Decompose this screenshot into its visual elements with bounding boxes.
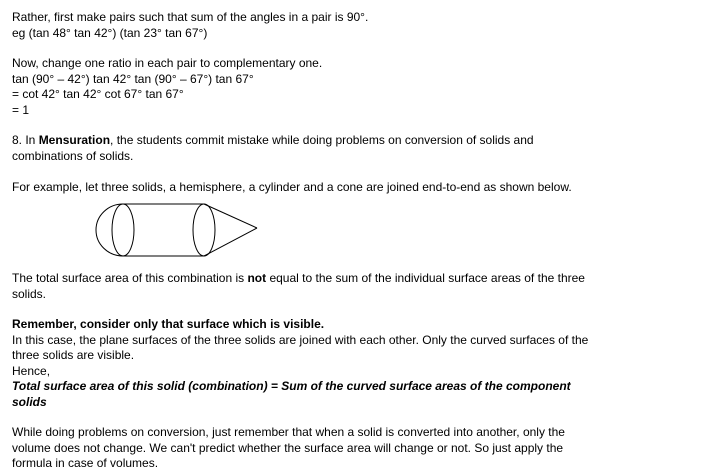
conversion-line-2: volume does not change. We can't predict whether the surface area will change or not. So just apply the xyxy=(12,440,564,455)
cylinder-left-face xyxy=(112,204,134,256)
paragraph-complementary xyxy=(12,56,692,118)
mensuration-line-2: combinations of solids. xyxy=(12,148,134,163)
paragraph-remember xyxy=(12,317,692,410)
surface-area-line-2: solids. xyxy=(12,286,47,301)
remember-line-2: In this case, the plane surfaces of the three solids are joined with each other. Only the curved surfaces of the xyxy=(12,332,589,347)
mensuration-keyword: Mensuration xyxy=(38,133,111,147)
equation-step-1: tan (90° – 42°) tan 42° tan (90° – 67°) tan 67° xyxy=(12,71,254,86)
remember-heading: Remember, consider only that surface which is visible. xyxy=(12,317,325,331)
cone-lower-slant xyxy=(204,228,257,256)
remember-hence: Hence, xyxy=(12,363,51,378)
remember-line-3: three solids are visible. xyxy=(12,348,135,362)
mensuration-prefix: 8. In xyxy=(12,133,39,147)
formula-line-2: solids xyxy=(12,394,47,409)
pairs-example-text: eg (tan 48° tan 42°) (tan 23° tan 67°) xyxy=(12,25,208,40)
surface-area-line-1-rest: equal to the sum of the individual surface areas of the three xyxy=(266,271,585,285)
mensuration-line-1-rest: , the students commit mistake while doing problems on conversion of solids and xyxy=(110,133,534,147)
paragraph-pairs-rule xyxy=(12,10,692,41)
pairs-rule-text: Rather, first make pairs such that sum of the angles in a pair is 90°. xyxy=(12,10,369,24)
paragraph-example xyxy=(12,180,692,196)
complementary-instruction: Now, change one ratio in each pair to complementary one. xyxy=(12,56,323,70)
surface-area-prefix: The total surface area of this combination is xyxy=(12,271,248,285)
mensuration-line-1 xyxy=(12,133,692,149)
equation-result: = 1 xyxy=(12,102,30,117)
cylinder-right-face xyxy=(193,204,215,256)
paragraph-conversion xyxy=(12,425,692,472)
surface-area-line-1 xyxy=(12,271,692,287)
conversion-line-1: While doing problems on conversion, just remember that when a solid is converted into another, only the xyxy=(12,425,565,439)
combined-solid-figure xyxy=(92,200,262,260)
formula-line-1: Total surface area of this solid (combination) = Sum of the curved surface areas of the component xyxy=(12,379,571,393)
conversion-line-3: formula in case of volumes. xyxy=(12,456,159,470)
paragraph-mensuration xyxy=(12,133,692,164)
not-keyword: not xyxy=(247,271,267,285)
equation-step-2: = cot 42° tan 42° cot 67° tan 67° xyxy=(12,87,184,101)
cone-upper-slant xyxy=(204,204,257,228)
paragraph-surface-area xyxy=(12,271,692,302)
example-text: For example, let three solids, a hemisphere, a cylinder and a cone are joined end-to-end as shown below. xyxy=(12,180,572,194)
hemisphere-outline xyxy=(96,204,123,256)
